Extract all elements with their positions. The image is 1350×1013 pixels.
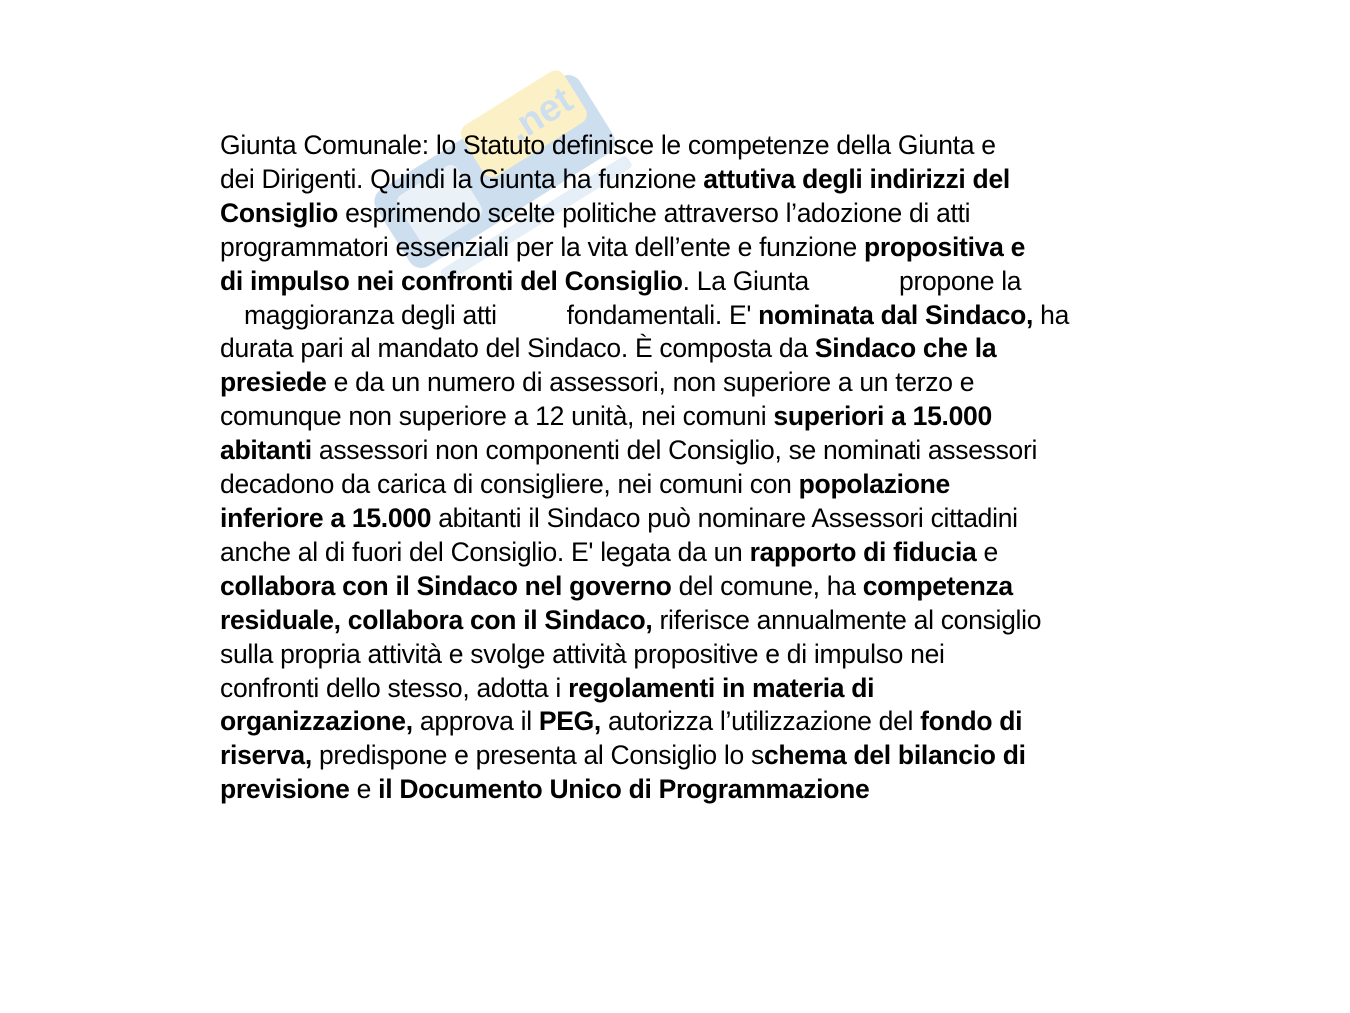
- text-line: [220, 672, 1240, 706]
- text-line: [220, 536, 1240, 570]
- text-line: [220, 502, 1240, 536]
- text-segment: sulla propria attività e svolge attività propositive e di impulso nei: [220, 638, 945, 669]
- text-segment: del comune, ha: [671, 570, 863, 601]
- text-line: [220, 366, 1240, 400]
- text-segment: approva il: [412, 706, 539, 737]
- bold-text: previsione: [220, 774, 350, 805]
- text-segment: predispone e presenta al Consiglio lo s: [311, 740, 764, 771]
- bold-text: regolamenti in materia di: [568, 672, 875, 703]
- text-line: [220, 332, 1240, 366]
- text-segment: fondamentali. E': [566, 299, 759, 330]
- bold-text: inferiore a 15.000: [220, 502, 432, 533]
- text-segment: e da un numero di assessori, non superiore a un terzo e: [326, 367, 975, 398]
- bold-text: nominata dal Sindaco,: [758, 299, 1034, 330]
- text-line: [220, 163, 1240, 197]
- bold-text: presiede: [220, 367, 327, 398]
- bold-text: riserva,: [220, 740, 312, 771]
- bold-text: propositiva e: [863, 231, 1026, 262]
- bold-text: fondo di: [920, 706, 1023, 737]
- bold-text: popolazione: [798, 469, 950, 500]
- text-line: [220, 129, 1240, 163]
- text-segment: e: [976, 536, 998, 567]
- text-line: [220, 299, 1240, 333]
- bold-text: residuale, collabora con il Sindaco,: [220, 604, 653, 635]
- bold-text: PEG,: [538, 706, 601, 737]
- text-segment: abitanti il Sindaco può nominare Assessori cittadini: [431, 502, 1018, 533]
- text-segment: durata pari al mandato del Sindaco. È composta da: [220, 333, 815, 364]
- body-text: [220, 129, 1240, 807]
- bold-text: attutiva degli indirizzi del: [703, 163, 1010, 194]
- watermark-brand: .net: [500, 79, 581, 151]
- bold-text: superiori a 15.000: [773, 401, 992, 432]
- text-line: [220, 265, 1240, 299]
- bold-text: il Documento Unico di Programmazione: [378, 774, 870, 805]
- text-line: [220, 468, 1240, 502]
- text-segment: comunque non superiore a 12 unità, nei comuni: [220, 401, 774, 432]
- text-line: [220, 638, 1240, 672]
- text-segment: e: [349, 774, 379, 805]
- text-segment: riferisce annualmente al consiglio: [652, 604, 1042, 635]
- text-line: [220, 197, 1240, 231]
- text-line: [220, 739, 1240, 773]
- bold-text: chema del bilancio di: [763, 740, 1026, 771]
- text-line: [220, 570, 1240, 604]
- text-segment: programmatori essenziali per la vita dell’ente e funzione: [220, 231, 864, 262]
- bold-text: abitanti: [220, 435, 312, 466]
- text-line: [220, 773, 1240, 807]
- text-segment: . La Giunta: [682, 265, 809, 296]
- text-segment: Giunta Comunale: lo Statuto definisce le competenze della Giunta e: [220, 130, 996, 160]
- text-segment: dei Dirigenti. Quindi la Giunta ha funzione: [220, 163, 704, 194]
- text-segment: ha: [1033, 299, 1070, 330]
- bold-text: competenza: [862, 570, 1013, 601]
- text-line: [220, 604, 1240, 638]
- text-segment: anche al di fuori del Consiglio. E' legata da un: [220, 536, 750, 567]
- text-segment: esprimendo scelte politiche attraverso l’adozione di atti: [338, 197, 971, 228]
- text-line: [220, 400, 1240, 434]
- text-line: [220, 705, 1240, 739]
- text-segment: decadono da carica di consigliere, nei comuni con: [220, 469, 799, 500]
- text-line: [220, 434, 1240, 468]
- bold-text: Consiglio: [220, 197, 339, 228]
- bold-text: rapporto di fiducia: [749, 536, 977, 567]
- bold-text: Sindaco che la: [814, 333, 997, 364]
- text-segment: assessori non componenti del Consiglio, se nominati assessori: [311, 435, 1038, 466]
- text-segment: autorizza l’utilizzazione del: [600, 706, 921, 737]
- text-segment: propone la: [899, 265, 1022, 296]
- text-segment: maggioranza degli atti: [244, 299, 497, 330]
- bold-text: organizzazione,: [220, 706, 413, 737]
- text-segment: confronti dello stesso, adotta i: [220, 672, 569, 703]
- text-line: [220, 231, 1240, 265]
- bold-text: collabora con il Sindaco nel governo: [220, 570, 672, 601]
- bold-text: di impulso nei confronti del Consiglio: [220, 265, 683, 296]
